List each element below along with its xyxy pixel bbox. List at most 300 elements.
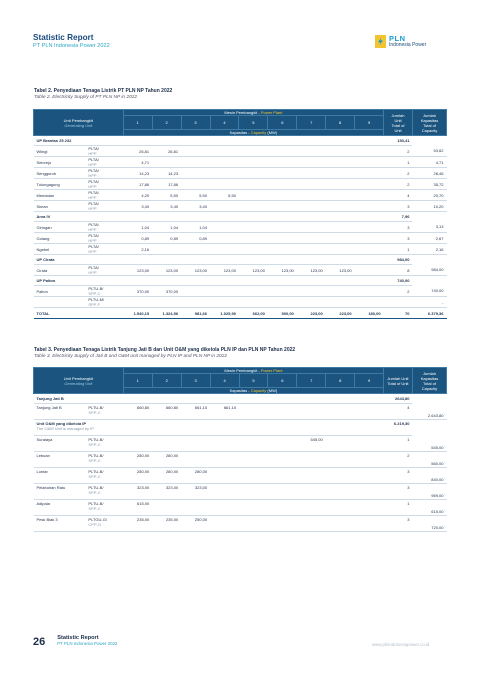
unit-type-id: PLTA/ <box>88 168 99 173</box>
header-col-number: 3 <box>181 116 210 130</box>
unit-type-id: PLTU-B/ <box>88 286 104 291</box>
group-name <box>34 394 384 404</box>
capacity-cell <box>355 190 384 201</box>
report-subtitle: PT PLN Indonesia Power 2022 <box>33 43 110 49</box>
capacity-cell <box>210 168 239 179</box>
unit-total: 2,67 <box>412 233 446 244</box>
capacity-cell <box>268 146 297 157</box>
unit-type <box>85 286 123 297</box>
capacity-cell: 1,04 <box>152 222 181 233</box>
header-kapasitas-label-en: Capacity <box>250 388 267 393</box>
unit-name: Lebuan <box>34 452 86 468</box>
table-row <box>34 190 447 201</box>
table-row <box>34 146 447 157</box>
capacity-cell <box>355 297 384 308</box>
capacity-cell <box>210 484 239 500</box>
capacity-cell <box>123 436 152 452</box>
header-col-number: 2 <box>152 374 181 388</box>
unit-type-en: HPP <box>88 227 97 232</box>
header-kapasitas-label: Kapasitas - <box>229 388 250 393</box>
table-row <box>34 222 447 233</box>
unit-count: 2 <box>384 179 413 190</box>
table2-subtitle: Table 2. Electricity Supply of PT PLN NP in 2022 <box>34 95 138 100</box>
unit-type <box>85 233 123 244</box>
header-kapasitas-unit: (MW) <box>267 130 278 135</box>
table3 <box>33 367 447 532</box>
capacity-cell <box>355 468 384 484</box>
page-number: 26 <box>33 636 46 648</box>
unit-total: 2,16 <box>412 244 446 255</box>
table-row <box>34 516 447 532</box>
capacity-cell <box>152 157 181 168</box>
capacity-cell <box>355 452 384 468</box>
group-row <box>34 276 447 286</box>
table3-title: Tabel 3. Penyediaan Tenaga Listrik Tanjung Jati B dan Unit O&M yang dikelola PLN IP dan PLN NP Tahun 2022 <box>34 347 296 353</box>
capacity-cell: 0,89 <box>181 233 210 244</box>
header-unit-label: Unit Pembangkit <box>63 375 94 381</box>
capacity-cell: 3,40 <box>181 201 210 212</box>
unit-type-id: PLTU-B/ <box>88 437 104 442</box>
capacity-cell: 280,00 <box>152 468 181 484</box>
unit-total: 28,46 <box>412 168 446 179</box>
capacity-cell <box>268 190 297 201</box>
unit-name: Wlingi <box>34 146 86 157</box>
group-name <box>34 136 384 146</box>
total-cell: 500,00 <box>268 308 297 319</box>
capacity-cell: 26,81 <box>152 146 181 157</box>
capacity-cell <box>152 436 181 452</box>
header-jumlah-kap-line: Jumlah <box>423 370 436 376</box>
unit-type-id: PLTA/ <box>88 265 99 270</box>
capacity-cell <box>210 516 239 532</box>
header-col-number: 6 <box>268 374 297 388</box>
group-total: 2643,80 <box>384 394 413 404</box>
unit-total: 20,70 <box>412 190 446 201</box>
capacity-cell <box>152 244 181 255</box>
unit-type-en: HPP <box>88 238 97 243</box>
unit-type-en: HPP <box>88 249 97 254</box>
group-name <box>34 420 384 436</box>
capacity-cell <box>326 516 355 532</box>
total-label: TOTAL <box>34 308 124 319</box>
capacity-cell <box>210 244 239 255</box>
total-cell: 981,66 <box>181 308 210 319</box>
capacity-cell <box>355 500 384 516</box>
capacity-cell <box>239 201 268 212</box>
unit-type-id: PLTU-B/ <box>88 501 104 506</box>
table-row <box>34 265 447 276</box>
group-name-text: UP Cirata <box>36 257 55 262</box>
unit-count: 2 <box>384 168 413 179</box>
unit-count: 2 <box>384 286 413 297</box>
capacity-cell <box>239 179 268 190</box>
unit-type <box>85 500 123 516</box>
header-jumlah-kap-line: Jumlah <box>423 112 436 118</box>
table-row <box>34 500 447 516</box>
unit-total: 545,00 <box>412 436 446 452</box>
capacity-cell <box>355 222 384 233</box>
capacity-cell: 235,00 <box>123 516 152 532</box>
unit-type-en: SPP-C <box>88 291 101 296</box>
capacity-cell <box>297 201 326 212</box>
unit-total: 840,00 <box>412 468 446 484</box>
capacity-cell <box>268 286 297 297</box>
capacity-cell <box>326 286 355 297</box>
unit-name: Tulungagung <box>34 179 86 190</box>
unit-total: 10,20 <box>412 201 446 212</box>
unit-count: 3 <box>384 201 413 212</box>
capacity-cell <box>239 286 268 297</box>
unit-total: 615,00 <box>412 500 446 516</box>
capacity-cell: 5,50 <box>181 190 210 201</box>
unit-type <box>85 297 123 308</box>
unit-name: Pesk Biak 3 <box>34 516 86 532</box>
capacity-cell <box>239 484 268 500</box>
total-capacity: 6.379,36 <box>412 308 446 319</box>
capacity-cell <box>355 146 384 157</box>
unit-type <box>85 179 123 190</box>
capacity-cell <box>355 484 384 500</box>
unit-type-en: CPP-G <box>88 522 102 527</box>
capacity-cell <box>326 244 355 255</box>
capacity-cell <box>297 286 326 297</box>
capacity-cell <box>355 404 384 420</box>
table2-title: Tabel 2. Penyediaan Tenaga Listrik PT PLN NP Tahun 2022 <box>34 88 173 94</box>
capacity-cell <box>297 452 326 468</box>
capacity-cell: 323,00 <box>123 484 152 500</box>
capacity-cell <box>297 516 326 532</box>
unit-name: Selorejo <box>34 157 86 168</box>
unit-type-id: PLTA/ <box>88 201 99 206</box>
capacity-cell <box>326 146 355 157</box>
unit-count: 1 <box>384 244 413 255</box>
unit-type-id: PLTU-B/ <box>88 405 104 410</box>
capacity-cell <box>268 244 297 255</box>
unit-total: 560,00 <box>412 452 446 468</box>
capacity-cell: 5,50 <box>210 190 239 201</box>
header-col-number: 3 <box>181 374 210 388</box>
capacity-cell <box>210 297 239 308</box>
header-jumlah-unit-line: Jumlah <box>391 112 405 118</box>
capacity-cell <box>326 500 355 516</box>
capacity-cell: 5,50 <box>152 190 181 201</box>
header-unit <box>34 368 124 394</box>
header-jumlah-kap-line: Capacity <box>421 127 438 133</box>
footer-title: Statistic Report <box>57 635 99 641</box>
header-mesin-label-en: Power Plant <box>260 368 283 373</box>
capacity-cell <box>181 452 210 468</box>
unit-name: Giringan <box>34 222 86 233</box>
total-cell: 1.025,90 <box>210 308 239 319</box>
capacity-cell: 17,86 <box>152 179 181 190</box>
capacity-cell <box>210 233 239 244</box>
header-unit-label-en: Generating Unit <box>64 380 93 386</box>
unit-type-id: PLTGU-G/ <box>88 517 107 522</box>
capacity-cell <box>268 179 297 190</box>
capacity-cell <box>326 436 355 452</box>
unit-name: Suralaya <box>34 436 86 452</box>
table-row <box>34 201 447 212</box>
capacity-cell <box>297 146 326 157</box>
capacity-cell: 323,00 <box>152 484 181 500</box>
unit-type-id: PLTA/ <box>88 146 99 151</box>
capacity-cell <box>326 404 355 420</box>
header-mesin-label-en: Power Plant <box>260 110 283 115</box>
unit-type <box>85 244 123 255</box>
capacity-cell: 660,80 <box>152 404 181 420</box>
capacity-cell: 3,40 <box>123 201 152 212</box>
unit-type-id: PLTA/ <box>88 179 99 184</box>
unit-type <box>85 157 123 168</box>
header-mesin-label: Mesin Pembangkit - <box>224 110 260 115</box>
footer-url: www.plnindonesiapower.co.id <box>372 642 430 647</box>
capacity-cell: 123,00 <box>123 265 152 276</box>
total-cell: 662,00 <box>239 308 268 319</box>
group-name-text: Unit O&M yang dikelola IP <box>36 421 87 426</box>
capacity-cell: 661,10 <box>210 404 239 420</box>
header-col-number: 1 <box>123 374 152 388</box>
capacity-cell: 123,00 <box>152 265 181 276</box>
pln-logo <box>375 35 426 48</box>
table-row <box>34 233 447 244</box>
capacity-cell: 3,40 <box>152 201 181 212</box>
header-col-number: 9 <box>355 116 384 130</box>
capacity-cell <box>268 500 297 516</box>
header-col-number: 1 <box>123 116 152 130</box>
unit-count: 1 <box>384 500 413 516</box>
header-mesin-label: Mesin Pembangkit - <box>224 368 260 373</box>
unit-count <box>384 297 413 308</box>
capacity-cell <box>181 500 210 516</box>
capacity-cell <box>297 190 326 201</box>
table-row <box>34 404 447 420</box>
capacity-cell <box>355 168 384 179</box>
unit-type-id: PLTA/ <box>88 233 99 238</box>
capacity-cell <box>268 436 297 452</box>
unit-type <box>85 265 123 276</box>
capacity-cell <box>210 222 239 233</box>
capacity-cell <box>326 190 355 201</box>
header-col-number: 8 <box>326 116 355 130</box>
unit-type-en: SPP-C <box>88 490 101 495</box>
unit-count: 1 <box>384 157 413 168</box>
header-jumlah-kap-line: Capacity <box>421 385 438 391</box>
unit-type-id: PLTA/ <box>88 222 99 227</box>
group-name-text: UP Brantas 25 232 <box>36 138 72 143</box>
capacity-cell <box>239 297 268 308</box>
header-jumlah-unit-line: Unit <box>394 117 402 123</box>
unit-type <box>85 404 123 420</box>
group-row <box>34 420 447 436</box>
unit-type-en: HPP <box>88 206 97 211</box>
capacity-cell <box>268 157 297 168</box>
capacity-cell <box>297 297 326 308</box>
header-col-number: 9 <box>355 374 384 388</box>
capacity-cell: 123,00 <box>268 265 297 276</box>
capacity-cell <box>181 436 210 452</box>
capacity-cell <box>326 201 355 212</box>
unit-name: Siman <box>34 201 86 212</box>
capacity-cell <box>326 157 355 168</box>
header-jumlah-kap-line: Kapasitas <box>420 117 439 123</box>
capacity-cell <box>326 297 355 308</box>
header-jumlah-kapasitas <box>412 110 446 136</box>
unit-total: - <box>412 297 446 308</box>
capacity-cell <box>268 452 297 468</box>
unit-count: 2 <box>384 452 413 468</box>
total-cell: 223,00 <box>326 308 355 319</box>
unit-type <box>85 468 123 484</box>
capacity-cell <box>239 404 268 420</box>
capacity-cell <box>297 168 326 179</box>
unit-type <box>85 168 123 179</box>
capacity-cell <box>297 500 326 516</box>
capacity-cell: 123,00 <box>210 265 239 276</box>
unit-count: 3 <box>384 516 413 532</box>
unit-total: 984,00 <box>412 265 446 276</box>
capacity-cell: 26,81 <box>123 146 152 157</box>
unit-total: 3,13 <box>412 222 446 233</box>
unit-total: 720,00 <box>412 516 446 532</box>
unit-count: 3 <box>384 484 413 500</box>
table-row <box>34 484 447 500</box>
unit-count: 1 <box>384 436 413 452</box>
capacity-cell <box>181 168 210 179</box>
group-name <box>34 212 384 222</box>
unit-type-en: SPP-C <box>88 442 101 447</box>
capacity-cell: 0,89 <box>123 233 152 244</box>
capacity-cell <box>210 146 239 157</box>
header-jumlah-unit <box>384 368 413 394</box>
unit-type-id: PLTU-M/ <box>88 297 105 302</box>
table-row <box>34 244 447 255</box>
capacity-cell <box>355 244 384 255</box>
header-kapasitas-unit: (MW) <box>267 388 278 393</box>
total-cell: 180,00 <box>355 308 384 319</box>
unit-type-id: PLTA/ <box>88 190 99 195</box>
unit-type-en: SPP-F <box>88 302 101 307</box>
capacity-cell <box>297 233 326 244</box>
capacity-cell <box>210 179 239 190</box>
group-row <box>34 136 447 146</box>
unit-type-en: HPP <box>88 184 97 189</box>
table-row <box>34 468 447 484</box>
capacity-cell <box>239 146 268 157</box>
capacity-cell: 660,80 <box>123 404 152 420</box>
header-col-number: 2 <box>152 116 181 130</box>
capacity-cell: 280,00 <box>123 452 152 468</box>
header-jumlah-unit <box>384 110 413 136</box>
capacity-cell <box>268 484 297 500</box>
unit-type <box>85 222 123 233</box>
capacity-cell: 123,00 <box>239 265 268 276</box>
capacity-cell <box>210 452 239 468</box>
capacity-cell <box>152 500 181 516</box>
table2 <box>33 109 447 319</box>
unit-type <box>85 452 123 468</box>
capacity-cell: 4,20 <box>123 190 152 201</box>
header-col-number: 7 <box>297 374 326 388</box>
unit-type-id: PLTA/ <box>88 244 99 249</box>
header-jumlah-kap-line: Total of <box>423 380 436 386</box>
capacity-cell: 123,00 <box>326 265 355 276</box>
unit-type-en: HPP <box>88 195 97 200</box>
capacity-cell <box>268 201 297 212</box>
capacity-cell <box>355 265 384 276</box>
capacity-cell: 123,00 <box>181 265 210 276</box>
unit-total: 740,00 <box>412 286 446 297</box>
group-row <box>34 255 447 265</box>
lightning-icon <box>375 35 386 48</box>
unit-name: Paiton <box>34 286 86 297</box>
capacity-cell <box>355 201 384 212</box>
capacity-cell: 4,71 <box>123 157 152 168</box>
unit-total: 2.643,80 <box>412 404 446 420</box>
capacity-cell: 250,00 <box>181 516 210 532</box>
unit-type-id: PLTU-B/ <box>88 453 104 458</box>
table-row <box>34 157 447 168</box>
capacity-cell <box>210 500 239 516</box>
unit-name: Lontar <box>34 468 86 484</box>
capacity-cell <box>355 516 384 532</box>
capacity-cell <box>268 404 297 420</box>
header-jumlah-kap-line: Kapasitas <box>420 375 439 381</box>
capacity-cell: 370,00 <box>152 286 181 297</box>
group-total: 6.219,30 <box>384 420 413 436</box>
table3-subtitle: Table 3. Electricity Supply of Jati B and O&M unit managed by PLN IP and PLN NP in 2022 <box>34 354 228 359</box>
capacity-cell: 545,00 <box>297 436 326 452</box>
unit-count: 3 <box>384 222 413 233</box>
page-footer <box>33 635 117 648</box>
capacity-cell <box>210 201 239 212</box>
capacity-cell: 370,00 <box>123 286 152 297</box>
unit-count: 4 <box>384 190 413 201</box>
capacity-cell: 123,00 <box>297 265 326 276</box>
capacity-cell <box>210 157 239 168</box>
unit-name: Cirata <box>34 265 86 276</box>
capacity-cell: 14,23 <box>123 168 152 179</box>
unit-type-en: SPP-C <box>88 458 101 463</box>
total-count: 70 <box>384 308 413 319</box>
capacity-cell <box>268 516 297 532</box>
table-row <box>34 436 447 452</box>
capacity-cell <box>297 222 326 233</box>
table-row <box>34 286 447 297</box>
group-total: 984,00 <box>384 255 413 265</box>
unit-type-en: HPP <box>88 151 97 156</box>
unit-type <box>85 516 123 532</box>
capacity-cell <box>297 484 326 500</box>
header-col-number: 5 <box>239 374 268 388</box>
capacity-cell: 235,00 <box>152 516 181 532</box>
capacity-cell <box>239 436 268 452</box>
capacity-cell <box>326 168 355 179</box>
capacity-cell <box>181 286 210 297</box>
capacity-cell <box>268 468 297 484</box>
table-row <box>34 297 447 308</box>
unit-name: Tanjung Jati B <box>34 404 86 420</box>
unit-name: Golang <box>34 233 86 244</box>
header-jumlah-kap-line: Total of <box>423 122 436 128</box>
group-name-text: Tanjung Jati B <box>36 396 64 401</box>
unit-name: Ngebel <box>34 244 86 255</box>
capacity-cell <box>239 157 268 168</box>
unit-type-en: SPP-C <box>88 474 101 479</box>
capacity-cell <box>123 297 152 308</box>
capacity-cell: 0,89 <box>152 233 181 244</box>
capacity-cell <box>326 179 355 190</box>
capacity-cell <box>326 468 355 484</box>
